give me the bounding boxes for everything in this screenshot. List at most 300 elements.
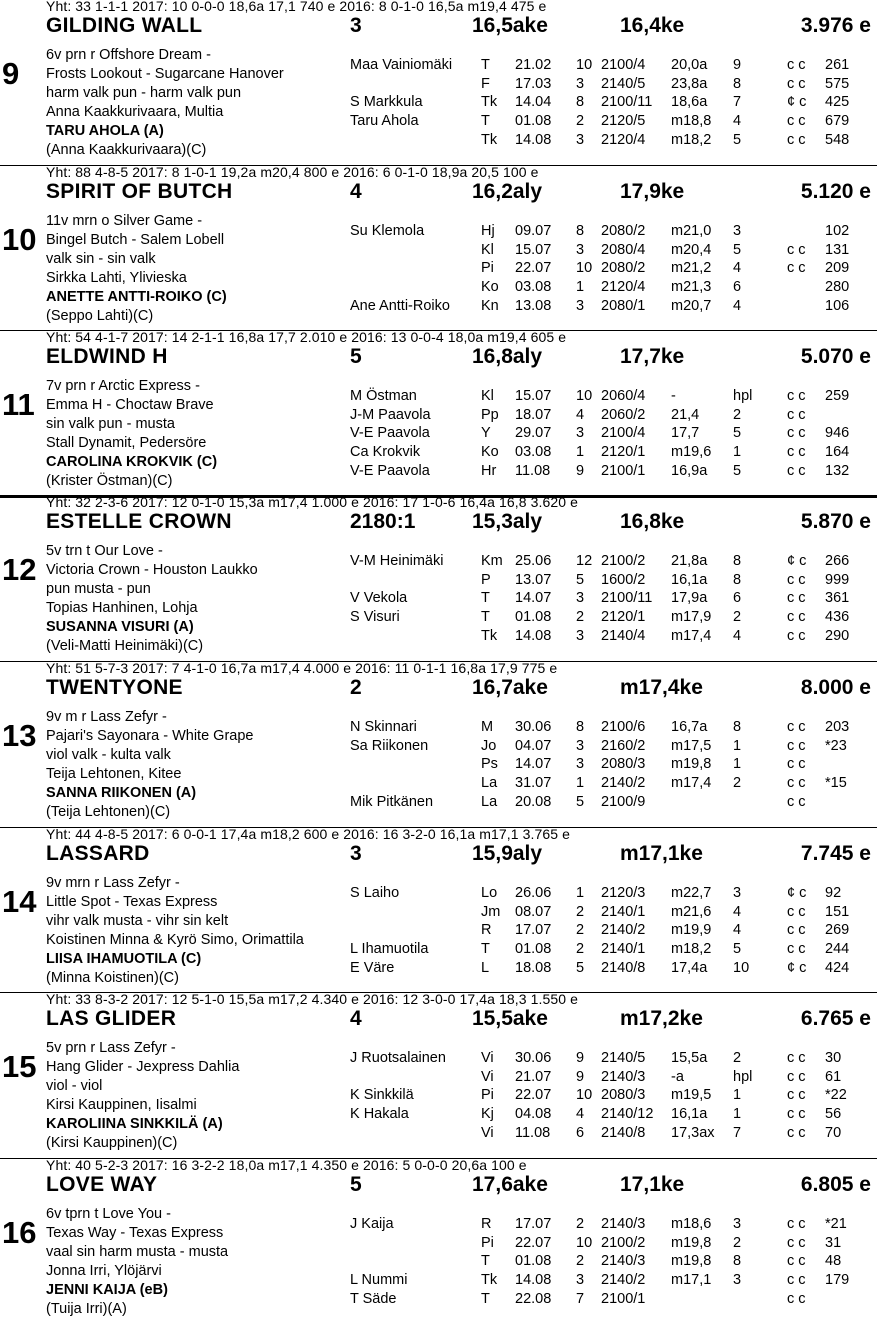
race-time: m17,4 [671, 627, 712, 644]
race-date: 09.07 [515, 223, 552, 239]
race-date: 26.06 [515, 885, 552, 901]
race-distance: 2100/4 [601, 425, 646, 442]
race-distance: 2140/3 [601, 1253, 646, 1270]
race-start-position: 8 [576, 719, 585, 735]
horse-entry [0, 166, 877, 331]
race-date: 01.08 [515, 609, 552, 626]
owner: Teija Lehtonen, Kitee [46, 766, 182, 782]
driver-name: LIISA IHAMUOTILA (C) [46, 951, 202, 967]
race-shoes: c c [787, 571, 806, 588]
horse-name: LASSARD [46, 842, 150, 865]
race-start-position: 4 [576, 1106, 585, 1123]
race-driver: Sa Riikonen [350, 737, 429, 754]
race-shoes: c c [787, 1087, 806, 1104]
race-driver: E Väre [350, 959, 395, 976]
race-odds: 436 [825, 609, 850, 626]
race-driver: M Östman [350, 388, 417, 404]
race-time: 17,7 [671, 425, 700, 442]
silks-colors: sin valk pun - musta [46, 416, 175, 432]
race-driver: S Visuri [350, 609, 400, 626]
race-shoes: c c [787, 462, 806, 479]
best-record: 16,7ake [472, 676, 548, 699]
silks-colors: viol valk - kulta valk [46, 747, 171, 763]
race-odds: 106 [825, 297, 850, 314]
recent-record: 17,7ke [620, 345, 685, 368]
race-placing: 3 [733, 223, 742, 239]
owner: Kirsi Kauppinen, Iisalmi [46, 1097, 197, 1113]
pedigree-line-2: Victoria Crown - Houston Laukko [46, 562, 258, 578]
race-placing: 5 [733, 241, 742, 258]
race-date: 15.07 [515, 241, 552, 258]
owner: Stall Dynamit, Pedersöre [46, 435, 207, 451]
race-distance: 2080/3 [601, 756, 646, 773]
race-start-position: 1 [576, 444, 585, 461]
race-distance: 2140/5 [601, 75, 646, 92]
trainer: (Krister Östman)(C) [46, 473, 173, 489]
post-position: 2 [350, 676, 362, 699]
race-date: 14.08 [515, 1272, 552, 1289]
race-track: Jm [481, 903, 501, 920]
race-shoes: c c [787, 1106, 806, 1123]
trainer: (Veli-Matti Heinimäki)(C) [46, 638, 204, 654]
race-track: La [481, 775, 498, 792]
race-time: m18,2 [671, 131, 712, 148]
race-track: T [481, 1253, 490, 1270]
best-record: 16,5ake [472, 14, 548, 37]
race-time: m19,8 [671, 756, 712, 773]
race-shoes: c c [787, 775, 806, 792]
race-date: 03.08 [515, 444, 552, 461]
race-shoes: c c [787, 1272, 806, 1289]
race-date: 22.07 [515, 1087, 552, 1104]
race-time: 15,5a [671, 1050, 708, 1066]
entry-divider [0, 1158, 877, 1159]
race-start-position: 3 [576, 737, 585, 754]
race-start-position: 2 [576, 1216, 585, 1232]
silks-colors: vihr valk musta - vihr sin kelt [46, 913, 229, 929]
race-date: 08.07 [515, 903, 552, 920]
race-driver: Su Klemola [350, 223, 425, 239]
race-track: Vi [481, 1068, 494, 1085]
race-start-position: 3 [576, 75, 585, 92]
race-placing: 4 [733, 260, 742, 277]
race-placing: 2 [733, 609, 742, 626]
race-placing: 5 [733, 462, 742, 479]
race-distance: 2160/2 [601, 737, 646, 754]
trainer: (Tuija Irri)(A) [46, 1301, 127, 1317]
program-number: 13 [2, 718, 37, 753]
race-odds: 61 [825, 1068, 842, 1085]
race-track: R [481, 1216, 492, 1232]
race-start-position: 10 [576, 1234, 593, 1251]
pedigree-line-2: Texas Way - Texas Express [46, 1225, 224, 1241]
race-time: m19,8 [671, 1234, 712, 1251]
race-track: Ko [481, 444, 499, 461]
race-odds: 290 [825, 627, 850, 644]
race-odds: 244 [825, 941, 850, 958]
race-odds: 548 [825, 131, 850, 148]
race-start-position: 2 [576, 903, 585, 920]
race-shoes: c c [787, 1124, 806, 1141]
race-driver: K Hakala [350, 1106, 409, 1123]
race-placing: 8 [733, 553, 742, 569]
pedigree-line-1: 6v prn r Offshore Dream - [46, 47, 211, 63]
horse-entry [0, 496, 877, 662]
program-number: 10 [2, 222, 37, 257]
race-date: 11.08 [515, 462, 551, 479]
entry-divider [0, 661, 877, 662]
race-start-position: 7 [576, 1290, 585, 1307]
race-distance: 2140/2 [601, 922, 646, 939]
race-track: Pi [481, 1234, 494, 1251]
race-track: Jo [481, 737, 497, 754]
driver-name: SANNA RIIKONEN (A) [46, 785, 197, 801]
race-driver: Maa Vainiomäki [350, 57, 453, 73]
pedigree-line-1: 5v trn t Our Love - [46, 543, 163, 559]
race-start-position: 9 [576, 1050, 585, 1066]
race-distance: 2140/2 [601, 775, 646, 792]
race-time: 16,9a [671, 462, 708, 479]
race-distance: 2080/3 [601, 1087, 646, 1104]
race-shoes: c c [787, 609, 806, 626]
trainer: (Seppo Lahti)(C) [46, 308, 154, 324]
race-odds: 179 [825, 1272, 850, 1289]
post-position: 3 [350, 842, 362, 865]
race-odds: *23 [825, 737, 847, 754]
race-track: L [481, 959, 490, 976]
owner: Topias Hanhinen, Lohja [46, 600, 198, 616]
race-track: M [481, 719, 494, 735]
race-time: 23,8a [671, 75, 708, 92]
race-time: m19,6 [671, 444, 712, 461]
race-time: 18,6a [671, 94, 708, 111]
earnings: 5.120 e [800, 180, 871, 203]
race-odds: 361 [825, 590, 850, 607]
race-start-position: 2 [576, 609, 585, 626]
race-track: T [481, 1290, 490, 1307]
race-track: P [481, 571, 491, 588]
race-start-position: 2 [576, 922, 585, 939]
race-date: 22.07 [515, 1234, 552, 1251]
race-track: Ko [481, 279, 499, 296]
race-track: Tk [481, 627, 498, 644]
horse-name: TWENTYONE [46, 676, 183, 699]
race-placing: 7 [733, 1124, 742, 1141]
race-shoes: c c [787, 241, 806, 258]
race-track: Pp [481, 406, 499, 423]
race-start-position: 3 [576, 297, 585, 314]
pedigree-line-2: Hang Glider - Jexpress Dahlia [46, 1059, 240, 1075]
race-distance: 2100/1 [601, 462, 646, 479]
race-odds: 92 [825, 885, 842, 901]
race-date: 14.07 [515, 756, 552, 773]
race-odds: 259 [825, 388, 850, 404]
race-time: 17,3ax [671, 1124, 715, 1141]
race-track: T [481, 609, 490, 626]
post-position: 5 [350, 1173, 362, 1196]
race-distance: 2060/4 [601, 388, 646, 404]
race-shoes: ¢ c [787, 959, 807, 976]
race-time: m21,6 [671, 903, 712, 920]
race-time: m19,9 [671, 922, 712, 939]
trainer: (Anna Kaakkurivaara)(C) [46, 142, 207, 158]
race-driver: Ca Krokvik [350, 444, 421, 461]
race-placing: 8 [733, 1253, 742, 1270]
owner: Sirkka Lahti, Ylivieska [46, 270, 187, 286]
race-shoes: c c [787, 444, 806, 461]
race-driver: Taru Ahola [350, 113, 419, 130]
race-track: T [481, 941, 490, 958]
race-placing: 4 [733, 627, 742, 644]
earnings: 7.745 e [800, 842, 871, 865]
race-track: Kn [481, 297, 499, 314]
race-odds: 946 [825, 425, 850, 442]
race-time: m21,0 [671, 223, 712, 239]
race-track: Pi [481, 260, 494, 277]
pedigree-line-2: Little Spot - Texas Express [46, 894, 218, 910]
owner: Koistinen Minna & Kyrö Simo, Orimattila [46, 932, 304, 948]
race-distance: 2080/4 [601, 241, 646, 258]
race-placing: 4 [733, 922, 742, 939]
race-track: Pi [481, 1087, 494, 1104]
race-date: 14.04 [515, 94, 552, 111]
race-shoes: c c [787, 113, 806, 130]
race-distance: 1600/2 [601, 571, 646, 588]
race-start-position: 9 [576, 1068, 585, 1085]
race-odds: *15 [825, 775, 847, 792]
post-position: 3 [350, 14, 362, 37]
race-driver: L Ihamuotila [350, 941, 429, 958]
race-odds: 70 [825, 1124, 842, 1141]
race-date: 03.08 [515, 279, 552, 296]
program-number: 15 [2, 1049, 37, 1084]
race-shoes: c c [787, 903, 806, 920]
race-distance: 2140/3 [601, 1216, 646, 1232]
race-distance: 2120/5 [601, 113, 646, 130]
race-placing: 1 [733, 737, 742, 754]
race-date: 18.08 [515, 959, 552, 976]
race-shoes: c c [787, 627, 806, 644]
race-shoes: c c [787, 922, 806, 939]
race-time: 16,1a [671, 571, 708, 588]
horse-name: LOVE WAY [46, 1173, 158, 1196]
race-date: 14.08 [515, 627, 552, 644]
race-date: 30.06 [515, 1050, 552, 1066]
race-track: Tk [481, 131, 498, 148]
race-distance: 2100/11 [601, 590, 653, 607]
race-start-position: 1 [576, 885, 585, 901]
race-placing: 8 [733, 75, 742, 92]
race-time: 21,8a [671, 553, 708, 569]
career-stats: Yht: 40 5-2-3 2017: 16 3-2-2 18,0a m17,1 4.350 e 2016: 5 0-0-0 20,6a 100 e [46, 1157, 527, 1173]
race-time: 16,7a [671, 719, 708, 735]
pedigree-line-1: 5v prn r Lass Zefyr - [46, 1040, 176, 1056]
race-date: 14.07 [515, 590, 552, 607]
race-distance: 2140/8 [601, 1124, 646, 1141]
race-time: 17,9a [671, 590, 708, 607]
race-odds: 266 [825, 553, 850, 569]
race-placing: 8 [733, 571, 742, 588]
earnings: 5.070 e [800, 345, 871, 368]
career-stats: Yht: 32 2-3-6 2017: 12 0-1-0 15,3a m17,4 1.000 e 2016: 17 1-0-6 16,4a 16,8 3.620 e [46, 494, 579, 510]
race-odds: 132 [825, 462, 850, 479]
recent-record: m17,1ke [620, 842, 703, 865]
race-start-position: 10 [576, 388, 593, 404]
race-track: Tk [481, 94, 498, 111]
driver-name: SUSANNA VISURI (A) [46, 619, 194, 635]
best-record: 15,9aly [472, 842, 543, 865]
race-start-position: 2 [576, 1253, 585, 1270]
best-record: 17,6ake [472, 1173, 548, 1196]
race-odds: 56 [825, 1106, 842, 1123]
owner: Jonna Irri, Ylöjärvi [46, 1263, 162, 1279]
race-time: m21,3 [671, 279, 712, 296]
race-track: Hj [481, 223, 495, 239]
race-shoes: c c [787, 941, 806, 958]
race-distance: 2140/1 [601, 941, 646, 958]
race-track: Vi [481, 1050, 494, 1066]
race-time: - [671, 388, 676, 404]
earnings: 3.976 e [800, 14, 871, 37]
earnings: 5.870 e [800, 510, 871, 533]
best-record: 15,5ake [472, 1007, 548, 1030]
recent-record: 17,1ke [620, 1173, 685, 1196]
horse-entry [0, 662, 877, 828]
race-time: m21,2 [671, 260, 712, 277]
race-date: 18.07 [515, 406, 552, 423]
race-odds: 131 [825, 241, 850, 258]
race-date: 01.08 [515, 1253, 552, 1270]
race-track: T [481, 590, 490, 607]
post-position: 4 [350, 180, 362, 203]
driver-name: KAROLIINA SINKKILÄ (A) [46, 1116, 223, 1132]
race-start-position: 10 [576, 260, 593, 277]
race-placing: 2 [733, 775, 742, 792]
race-date: 25.06 [515, 553, 552, 569]
race-distance: 2140/1 [601, 903, 646, 920]
race-odds: 209 [825, 260, 850, 277]
race-start-position: 3 [576, 425, 585, 442]
race-date: 17.07 [515, 922, 552, 939]
race-odds: 269 [825, 922, 850, 939]
race-start-position: 4 [576, 406, 585, 423]
race-placing: 6 [733, 590, 742, 607]
race-track: Lo [481, 885, 498, 901]
career-stats: Yht: 54 4-1-7 2017: 14 2-1-1 16,8a 17,7 2.010 e 2016: 13 0-0-4 18,0a m19,4 605 e [46, 329, 567, 345]
race-start-position: 9 [576, 462, 585, 479]
trainer: (Kirsi Kauppinen)(C) [46, 1135, 178, 1151]
race-date: 01.08 [515, 941, 552, 958]
race-odds: 31 [825, 1234, 842, 1251]
race-time: 21,4 [671, 406, 700, 423]
race-shoes: c c [787, 1234, 806, 1251]
race-odds: 261 [825, 57, 850, 73]
earnings: 8.000 e [800, 676, 871, 699]
race-track: Kl [481, 241, 494, 258]
race-track: Ps [481, 756, 498, 773]
race-time: 20,0a [671, 57, 708, 73]
race-start-position: 8 [576, 94, 585, 111]
career-stats: Yht: 33 8-3-2 2017: 12 5-1-0 15,5a m17,2 4.340 e 2016: 12 3-0-0 17,4a 18,3 1.550 e [46, 991, 579, 1007]
horse-entry [0, 331, 877, 496]
race-driver: V Vekola [350, 590, 408, 607]
race-placing: hpl [733, 1068, 753, 1085]
pedigree-line-2: Pajari's Sayonara - White Grape [46, 728, 254, 744]
race-date: 13.08 [515, 297, 552, 314]
horse-name: LAS GLIDER [46, 1007, 177, 1030]
race-shoes: ¢ c [787, 94, 807, 111]
race-date: 11.08 [515, 1124, 551, 1141]
race-start-position: 3 [576, 756, 585, 773]
career-stats: Yht: 33 1-1-1 2017: 10 0-0-0 18,6a 17,1 740 e 2016: 8 0-1-0 16,5a m19,4 475 e [46, 0, 547, 14]
race-shoes: c c [787, 756, 806, 773]
race-start-position: 3 [576, 131, 585, 148]
race-shoes: c c [787, 425, 806, 442]
career-stats: Yht: 51 5-7-3 2017: 7 4-1-0 16,7a m17,4 4.000 e 2016: 11 0-1-1 16,8a 17,9 775 e [46, 660, 558, 676]
race-track: T [481, 57, 490, 73]
race-driver: J Kaija [350, 1216, 394, 1232]
race-odds: 164 [825, 444, 850, 461]
race-distance: 2140/12 [601, 1106, 654, 1123]
race-placing: 4 [733, 297, 742, 314]
horse-entry [0, 1159, 877, 1329]
race-placing: 4 [733, 113, 742, 130]
race-time: m20,4 [671, 241, 712, 258]
silks-colors: vaal sin harm musta - musta [46, 1244, 229, 1260]
race-date: 21.07 [515, 1068, 552, 1085]
race-track: F [481, 75, 490, 92]
race-time: m17,5 [671, 737, 712, 754]
race-distance: 2080/1 [601, 297, 646, 314]
race-time: m20,7 [671, 297, 712, 314]
recent-record: 17,9ke [620, 180, 685, 203]
race-distance: 2140/8 [601, 959, 646, 976]
pedigree-line-1: 9v mrn r Lass Zefyr - [46, 875, 180, 891]
race-odds: 151 [825, 903, 850, 920]
race-start-position: 3 [576, 627, 585, 644]
program-number: 12 [2, 552, 37, 587]
owner: Anna Kaakkurivaara, Multia [46, 104, 224, 120]
race-date: 22.07 [515, 260, 552, 277]
race-odds: 102 [825, 223, 850, 239]
race-odds: 425 [825, 94, 850, 111]
race-start-position: 10 [576, 57, 593, 73]
race-shoes: c c [787, 1050, 806, 1066]
race-time: -a [671, 1068, 684, 1085]
race-shoes: c c [787, 719, 806, 735]
recent-record: m17,4ke [620, 676, 703, 699]
race-start-position: 12 [576, 553, 593, 569]
race-distance: 2120/1 [601, 444, 646, 461]
race-placing: 6 [733, 279, 742, 296]
pedigree-line-2: Frosts Lookout - Sugarcane Hanover [46, 66, 284, 82]
recent-record: 16,4ke [620, 14, 685, 37]
career-stats: Yht: 88 4-8-5 2017: 8 1-0-1 19,2a m20,4 800 e 2016: 6 0-1-0 18,9a 20,5 100 e [46, 164, 539, 180]
race-driver: S Laiho [350, 885, 400, 901]
race-distance: 2100/6 [601, 719, 646, 735]
race-date: 20.08 [515, 793, 552, 810]
silks-colors: harm valk pun - harm valk pun [46, 85, 242, 101]
race-placing: 7 [733, 94, 742, 111]
race-driver: V-M Heinimäki [350, 553, 444, 569]
race-date: 13.07 [515, 571, 552, 588]
recent-record: 16,8ke [620, 510, 685, 533]
race-odds: 203 [825, 719, 850, 735]
race-start-position: 2 [576, 113, 585, 130]
race-distance: 2140/3 [601, 1068, 646, 1085]
race-distance: 2100/2 [601, 1234, 646, 1251]
race-time: m18,2 [671, 941, 712, 958]
